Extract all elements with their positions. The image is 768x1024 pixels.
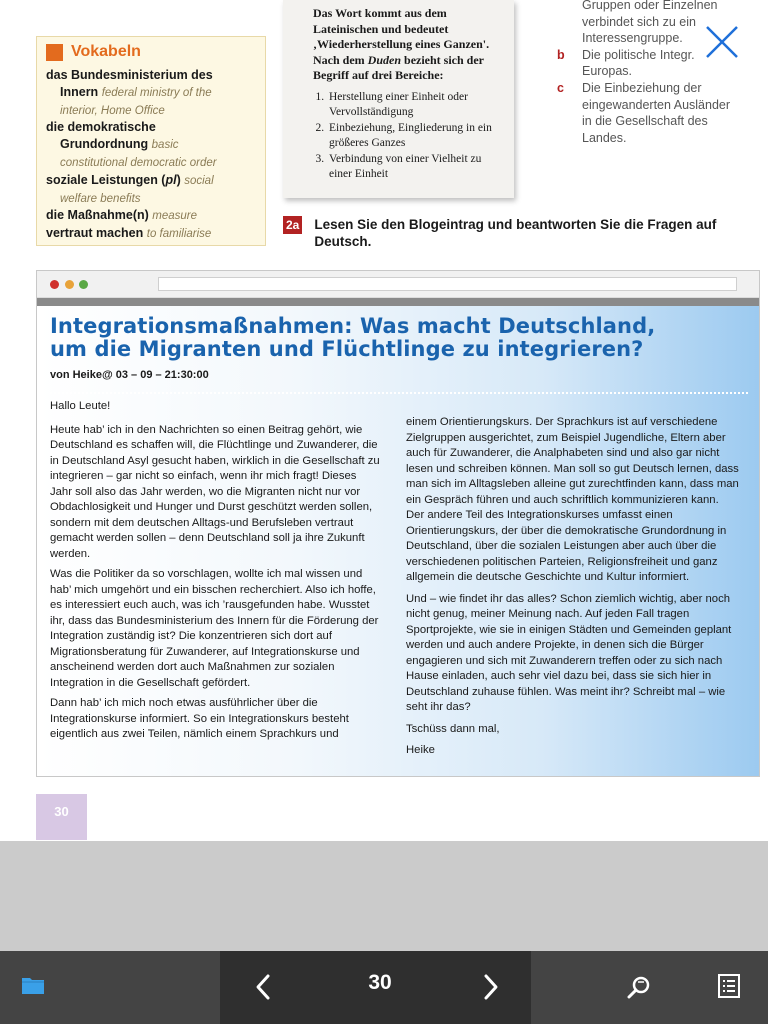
blog-paragraph: Und – wie findet ihr das alles? Schon ziemlich wichtig, aber noch nicht genug, meiner Meinung nach. Auf jeden Fall tragen Sportprojekte, wie sie in einigen Städten und Gemeinden geplant werden und auch andere Projekte, in denen sich die Bürger engagieren und sich mit Zuwanderern treffen oder zu sich nach Hause einladen, auch sehr viel dazu bei, dass sie sich hier in Deutschland zuhause fühlen. Was meint ihr? Schreibt mal – wie seht ihr das? <box>406 592 732 713</box>
option-a <box>557 0 747 14</box>
vocab-entry <box>46 172 257 208</box>
option-text: Landes. <box>582 130 627 145</box>
vocab-translation: measure <box>152 210 198 223</box>
chevron-right-icon[interactable] <box>480 972 502 1007</box>
definition-line: Lateinischen und bedeutet <box>313 21 449 36</box>
definition-list <box>313 90 502 183</box>
blog-title-line: Integrationsmaßnahmen: Was macht Deutschland, <box>50 314 656 338</box>
blog-signature: Heike <box>406 744 435 756</box>
blog-column-left <box>50 399 380 748</box>
vocab-entry <box>46 207 257 225</box>
option-letter: b <box>557 47 565 62</box>
definition-line: Begriff auf drei Bereiche: <box>313 68 444 82</box>
vocab-term: Innern <box>60 84 99 99</box>
vocab-translation: basic <box>151 139 179 152</box>
option-text: Gruppen oder Einzelnen <box>582 0 718 12</box>
option-text: Europas. <box>582 64 633 79</box>
vocab-translation: federal ministry of the <box>101 86 212 99</box>
definition-intro <box>313 6 502 84</box>
task-text: Lesen Sie den Blogeintrag und beantworten Sie die Fragen auf Deutsch. <box>314 217 717 249</box>
blog-paragraph: einem Orientierungskurs. Der Sprachkurs ist auf verschiedene Zielgruppen ausgerichtet, zum Beispiel Jugendliche, Eltern aber auch für Zuwanderer, die Analphabeten sind und also gar nicht lesen und schreiben können. Man soll so gut Deutsch lernen, dass man sich im Alltagsleben alleine gut zurechtfinden kann, dass man ein Gespräch führen und auch schriftlich kommunizieren kann. Der andere Teil des Integrationskurses umfasst einen Orientierungskurs, der über die demokratische Grundordnung in Deutschland, über die sozialen Leistungen aber auch über die verschiedenen politischen Parteien, Religionsfreiheit und ganz allgemein die deutsche Geschichte und Kultur informiert. <box>406 416 739 583</box>
blog-paragraph: Dann hab’ ich mich noch etwas ausführlicher über die Integrationskurse informiert. So ein Integrationskurs besteht eigentlich aus zwei Teilen, nämlich einem Sprachkurs und <box>50 697 349 740</box>
task-number: 2a <box>283 216 302 234</box>
definition-item: 3. Verbindung von einer Vielheit zu einer Einheit <box>327 152 502 183</box>
blog-column-right <box>406 415 739 764</box>
option-b-line <box>557 63 747 80</box>
definition-text: Nach dem <box>313 52 368 67</box>
blog-paragraph: Heute hab’ ich in den Nachrichten so einen Beitrag gehört, wie Deutschland es schaffen will, die Flüchtlinge und Zuwanderer, die in Deutschland Asyl gesucht haben, wirklich in die Gesellschaft zu integrieren – gar nicht so einfach, wenn ihr mich fragt! Dieses Jahr soll also das Jahr werden, wo die Migranten nicht nur vor Obdachlosigkeit und Hunger und Durst geschützt werden sollen, sondern mit dem deutschen Alltags-und Berufsleben vertraut gemacht werden sollen – denn Deutschland soll ja ihre Zukunft werden. <box>50 423 380 560</box>
browser-divider <box>37 298 759 306</box>
blog-paragraph: Was die Politiker da so vorschlagen, wollte ich mal wissen und hab’ mich umgehört und ein bisschen recherchiert. Also ich hoffe, es interessiert euch auch, was ich ’rausgefunden habe. Wusstet ihr, dass das Bundesministerium des Innern für die Förderung der Integration zuständig ist? Die konzentrieren sich dort auf Migrationsberatung für Zuwanderer, auf Integrationskurse und anscheinend werden dort auch Maßnahmen zur sozialen Integration in die Gesellschaft gefördert. <box>50 568 379 689</box>
option-text: in die Gesellschaft des <box>582 114 708 129</box>
vocab-translation: constitutional democratic order <box>60 156 217 169</box>
viewer-background <box>0 841 768 951</box>
blog-closing: Tschüss dann mal, <box>406 722 500 735</box>
option-c <box>557 80 747 97</box>
vocab-entry <box>46 119 257 171</box>
chevron-left-icon[interactable] <box>252 972 274 1007</box>
definition-duden: Duden <box>367 52 402 67</box>
search-icon[interactable] <box>625 974 653 1007</box>
definition-text: bezieht sich der <box>401 52 485 67</box>
answer-options-list <box>557 0 747 146</box>
blog-title-line: um die Migranten und Flüchtlinge zu integrieren? <box>50 337 644 361</box>
address-bar <box>158 277 737 291</box>
option-text: Die politische Integr. <box>582 47 695 62</box>
vocabulary-header <box>46 43 257 61</box>
blog-post-window <box>36 270 760 777</box>
definition-item: 2. Einbeziehung, Eingliederung in ein größeres Ganzes <box>327 121 502 152</box>
option-c-line <box>557 97 747 114</box>
vocab-entry <box>46 67 257 119</box>
blog-meta: von Heike@ 03 – 09 – 21:30:00 <box>50 369 209 381</box>
vocab-translation: welfare benefits <box>60 192 141 205</box>
option-c-line <box>557 113 747 130</box>
folder-icon[interactable] <box>21 975 45 1000</box>
window-maximize-dot <box>79 280 88 289</box>
vocab-term-paren: ) <box>176 172 181 187</box>
close-icon[interactable] <box>704 24 740 60</box>
option-text: Interessengruppe. <box>582 31 683 46</box>
page-number-badge: 30 <box>36 794 87 840</box>
option-c-line <box>557 130 747 147</box>
option-text: verbindet sich zu ein <box>582 14 696 29</box>
definition-line: Das Wort kommt aus dem <box>313 6 447 20</box>
vocab-term: Grundordnung <box>60 137 149 152</box>
dotted-divider <box>50 392 748 394</box>
option-text: Die Einbeziehung der <box>582 80 702 95</box>
vocab-term: soziale Leistungen ( <box>46 172 166 187</box>
vocab-term: vertraut machen <box>46 226 144 241</box>
option-text: eingewanderten Ausländer <box>582 97 731 112</box>
vocab-translation: to familiarise <box>146 228 212 241</box>
vocabulary-title: Vokabeln <box>71 43 141 60</box>
vocab-entry <box>46 225 257 243</box>
vocab-term: das Bundesministerium des <box>46 68 213 82</box>
list-icon[interactable] <box>717 973 741 1004</box>
blog-title <box>50 315 655 361</box>
browser-bar <box>37 271 759 298</box>
current-page-number: 30 <box>368 971 392 994</box>
vocab-translation: interior, Home Office <box>60 104 165 117</box>
vocab-term-plural: pl <box>165 172 177 187</box>
task-instruction <box>283 216 723 250</box>
window-close-dot <box>50 280 59 289</box>
definition-item: 1. Herstellung einer Einheit oder Vervollständigung <box>327 90 502 121</box>
vocabulary-square-icon <box>46 44 63 61</box>
bottom-toolbar <box>0 951 768 1024</box>
definition-card <box>283 0 514 198</box>
vocab-term: die Maßnahme(n) <box>46 208 149 223</box>
blog-greeting: Hallo Leute! <box>50 400 111 412</box>
window-minimize-dot <box>65 280 74 289</box>
option-letter: c <box>557 80 564 95</box>
vocab-term: die demokratische <box>46 120 156 135</box>
vocab-translation: social <box>184 174 214 187</box>
vocabulary-box <box>36 36 266 246</box>
definition-line <box>313 53 502 69</box>
definition-line: ‚Wiederherstellung eines Ganzen'. <box>313 37 490 51</box>
